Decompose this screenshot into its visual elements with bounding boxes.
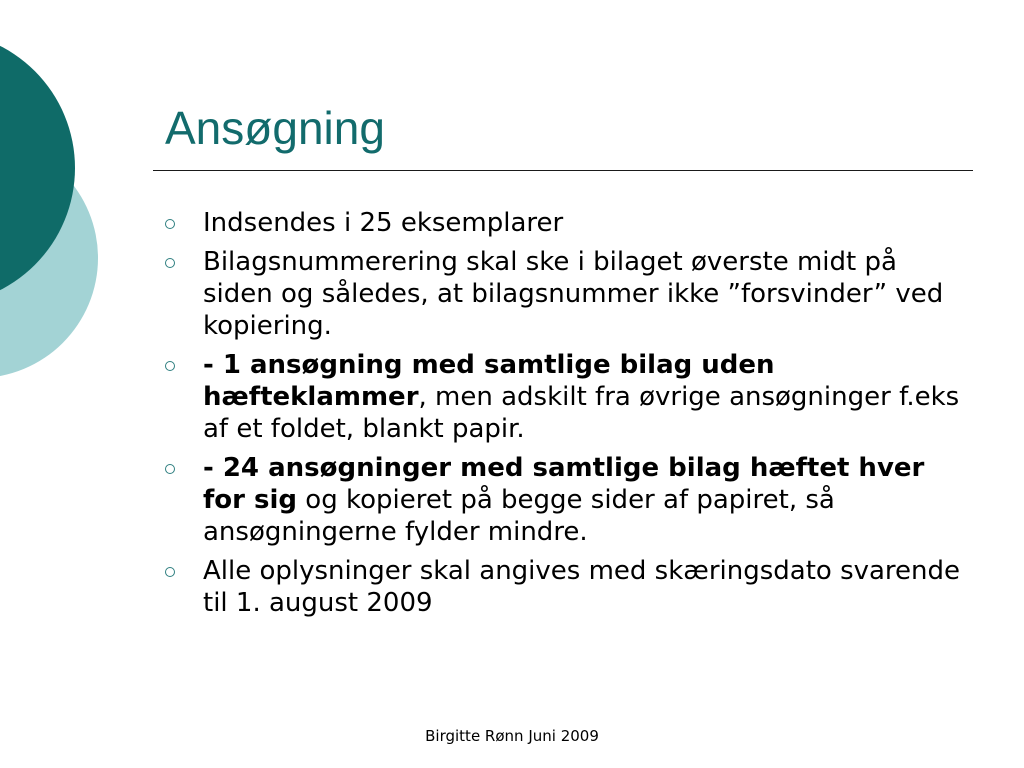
bullet-bold-text: - 1 ansøgning med samtlige bilag uden hæfteklammer — [203, 350, 775, 412]
bullet-list — [165, 207, 965, 626]
slide-footer: Birgitte Rønn Juni 2009 — [425, 727, 599, 745]
hollow-circle-bullet-icon — [165, 258, 175, 268]
hollow-circle-bullet-icon — [165, 219, 175, 229]
bullet-text: Indsendes i 25 eksemplarer — [203, 208, 564, 238]
hollow-circle-bullet-icon — [165, 361, 175, 371]
bullet-item — [165, 452, 965, 548]
bullet-bold-text: - 24 ansøgninger med samtlige bilag hæftet hver for sig — [203, 453, 925, 515]
slide-title: Ansøgning — [165, 102, 385, 154]
bullet-item — [165, 207, 965, 239]
dark-teal-circle — [0, 31, 75, 305]
bullet-item — [165, 349, 965, 445]
hollow-circle-bullet-icon — [165, 464, 175, 474]
hollow-circle-bullet-icon — [165, 567, 175, 577]
bullet-text: Bilagsnummerering skal ske i bilaget øverste midt på siden og således, at bilagsnummer ikke ”forsvinder” ved kopiering. — [203, 247, 944, 341]
bullet-item — [165, 246, 965, 342]
decorative-circles — [0, 0, 110, 420]
bullet-text: og kopieret på begge sider af papiret, så ansøgningerne fylder mindre. — [203, 485, 835, 547]
title-underline — [153, 170, 973, 171]
bullet-text: Alle oplysninger skal angives med skæringsdato svarende til 1. august 2009 — [203, 556, 961, 618]
bullet-item — [165, 555, 965, 619]
light-teal-circle — [0, 138, 98, 378]
bullet-text: , men adskilt fra øvrige ansøgninger f.eks af et foldet, blankt papir. — [203, 382, 960, 444]
